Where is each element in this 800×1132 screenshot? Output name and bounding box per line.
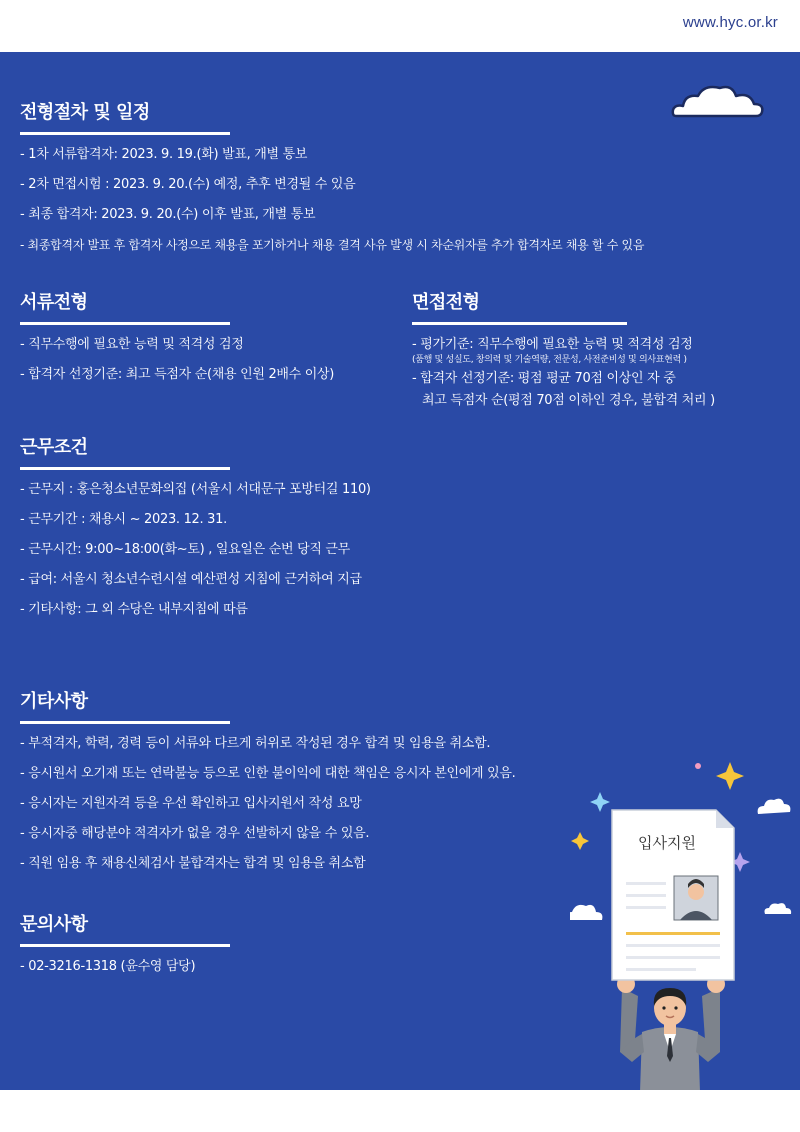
section-title: 근무조건: [20, 437, 88, 458]
document-screening-section: [20, 288, 400, 397]
list-item: - 근무지 : 홍은청소년문화의집 (서울시 서대문구 포방터길 110): [20, 482, 371, 497]
list-item: - 직원 임용 후 채용신체검사 불합격자는 합격 및 임용을 취소함: [20, 856, 366, 871]
section-title: 면접전형: [412, 292, 480, 313]
section-title: 문의사항: [20, 914, 88, 935]
list-item: - 최종 합격자: 2023. 9. 20.(수) 이후 발표, 개별 통보: [20, 207, 316, 222]
list-item: - 근무시간: 9:00~18:00(화~토) , 일요일은 순번 당직 근무: [20, 542, 350, 557]
list-item: - 응시자는 지원자격 등을 우선 확인하고 입사지원서 작성 요망: [20, 796, 362, 811]
list-item: - 응시원서 오기재 또는 연락불능 등으로 인한 불이익에 대한 책임은 응시자 본인에게 있음.: [20, 766, 516, 781]
section-underline: [20, 467, 230, 470]
list-item: - 2차 면접시험 : 2023. 9. 20.(수) 예정, 추후 변경될 수 있음: [20, 177, 356, 192]
content-panel: [0, 52, 800, 1090]
misc-section: [20, 687, 620, 886]
list-item: - 부적격자, 학력, 경력 등이 서류와 다르게 허위로 작성된 경우 합격 및 임용을 취소함.: [20, 736, 491, 751]
list-item: - 1차 서류합격자: 2023. 9. 19.(화) 발표, 개별 통보: [20, 147, 308, 162]
bottom-margin: [0, 1090, 800, 1132]
section-underline: [20, 944, 230, 947]
cloud-icon: [670, 82, 766, 122]
evaluation-note: (품행 및 성실도, 창의력 및 기술역량, 전문성, 사전준비성 및 의사표현력 ): [412, 355, 687, 365]
top-header: [0, 0, 800, 52]
list-item: - 평가기준: 직무수행에 필요한 능력 및 적격성 검정: [412, 337, 693, 352]
section-underline: [412, 322, 627, 325]
contact-phone: - 02-3216-1318 (윤수영 담당): [20, 959, 196, 974]
section-title: 기타사항: [20, 691, 88, 712]
list-item: - 합격자 선정기준: 최고 득점자 순(채용 인원 2배수 이상): [20, 367, 335, 382]
resume-paper-icon: [612, 810, 734, 980]
section-title: 서류전형: [20, 292, 88, 313]
person-holding-resume-illustration: [570, 752, 800, 1090]
section-underline: [20, 721, 230, 724]
list-item: - 응시자중 해당분야 적격자가 없을 경우 선발하지 않을 수 있음.: [20, 826, 370, 841]
section-title: 전형절차 및 일정: [20, 102, 150, 123]
list-item: - 최종합격자 발표 후 합격자 사정으로 채용을 포기하거나 채용 결격 사유 발생 시 차순위자를 추가 합격자로 채용 할 수 있음: [20, 238, 645, 252]
list-item: - 근무기간 : 채용시 ~ 2023. 12. 31.: [20, 512, 227, 527]
list-item: - 기타사항: 그 외 수당은 내부지침에 따름: [20, 602, 248, 617]
interview-section: [412, 288, 792, 409]
conditions-section: [20, 433, 620, 632]
section-underline: [20, 322, 230, 325]
list-item: - 급여: 서울시 청소년수련시설 예산편성 지침에 근거하여 지급: [20, 572, 362, 587]
svg-text:입사지원: 입사지원: [638, 834, 696, 852]
section-underline: [20, 132, 230, 135]
website-url[interactable]: www.hyc.or.kr: [682, 14, 778, 31]
schedule-section: [20, 98, 760, 267]
list-item: - 직무수행에 필요한 능력 및 적격성 검정: [20, 337, 244, 352]
list-item-continuation: 최고 득점자 순(평점 70점 이하인 경우, 불합격 처리 ): [422, 393, 715, 408]
contact-section: [20, 910, 420, 989]
list-item: - 합격자 선정기준: 평점 평균 70점 이상인 자 중: [412, 371, 676, 386]
